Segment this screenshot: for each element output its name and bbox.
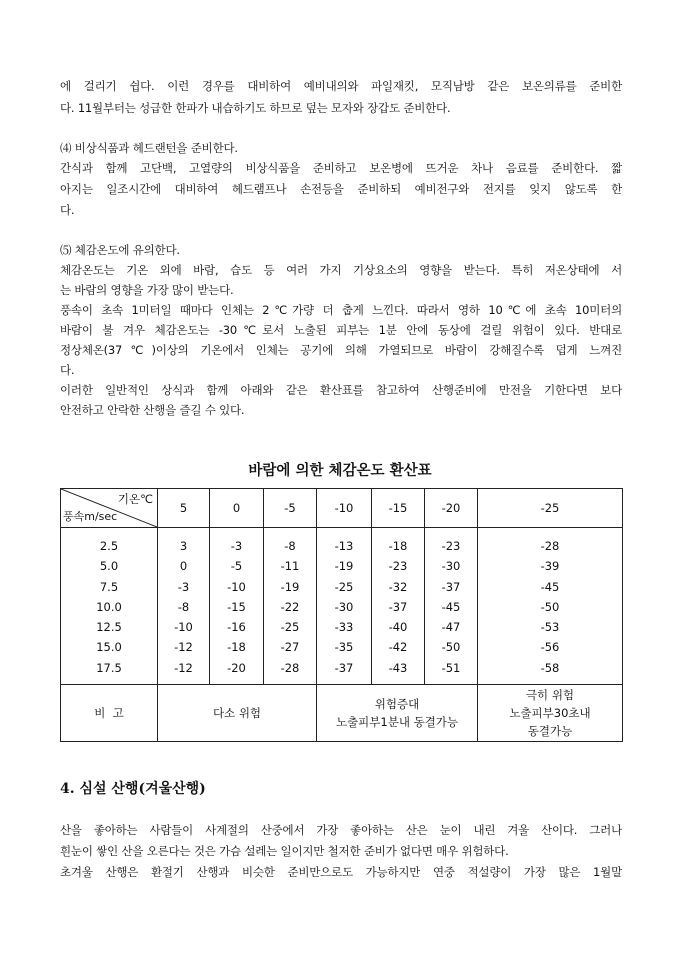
note-line: 극히 위험 [525,688,575,703]
note-line: 동결가능 [527,724,573,739]
text-line: 다. [60,203,75,217]
chill-value: -30 [334,599,354,614]
chill-value: 0 [179,559,188,574]
chill-value: -50 [540,599,560,614]
text-line: 바람이 불 겨우 체감온도는 -30℃로서 노출된 피부는 1분 안에 동상에 걸릴 위험이 있다. 반대로 [60,323,622,337]
chill-value: -23 [388,559,408,574]
chill-value: -33 [334,620,354,635]
chill-value: -28 [280,660,300,675]
value-column [158,528,210,685]
chill-value: -18 [388,539,408,553]
subheading: ⑷ 비상식품과 헤드랜턴을 준비한다. [60,141,238,155]
text-line: 정상체온(37℃)이상의 기온에서 인체는 공기에 의해 가열되므로 바람이 강해질수록 덥게 느껴진 [60,343,622,357]
chill-value: -51 [441,660,461,675]
temp-header: -10 [317,489,372,528]
chill-value: -27 [280,640,300,655]
note-high-risk [478,685,623,742]
wind-speed-column [61,528,158,685]
text-line: 에 걸리기 쉽다. 이런 경우를 대비하여 예비내의와 파일재킷, 모직남방 같은 보온의류를 준비한 [60,79,622,93]
speed-value: 7.5 [99,579,119,594]
temp-header: 5 [158,489,210,528]
note-line: 위험증대 [374,697,420,712]
chill-value: -23 [441,539,461,553]
note-line: 노출피부30초내 [509,706,591,721]
chill-value: -45 [540,579,560,594]
note-mid-risk [317,685,478,742]
chill-value: -16 [227,620,246,635]
note-line: 노출피부1분내 동결가능 [335,715,459,730]
chill-value: -3 [230,539,243,553]
value-column [425,528,478,685]
value-column [210,528,264,685]
chill-value: -12 [174,660,193,675]
value-column [317,528,372,685]
temp-header: -5 [264,489,317,528]
chill-value: -3 [177,579,190,594]
chill-value: -22 [280,599,300,614]
chill-value: -42 [388,640,408,655]
chill-value: -20 [227,660,246,675]
temp-header: -20 [425,489,478,528]
speed-value: 5.0 [99,559,119,574]
text-line: 초겨울 산행은 환절기 산행과 비슷한 준비만으로도 가능하지만 연중 적설량이 가장 많은 1월말 [60,865,622,879]
temp-header: 0 [210,489,264,528]
chill-value: -37 [441,579,461,594]
chill-value: -25 [334,579,354,594]
chill-value: -47 [441,620,461,635]
section-heading: 4. 심설 산행(겨울산행) [60,781,206,797]
chill-value: 3 [179,539,188,553]
chill-value: -37 [334,660,354,675]
chill-value: -35 [334,640,354,655]
table-note-row [61,685,623,742]
value-column [264,528,317,685]
chill-value: -19 [280,579,300,594]
chill-value: -45 [441,599,461,614]
table-data-row [61,528,623,685]
wind-chill-table [60,488,623,742]
chill-value: -53 [540,620,560,635]
text-line: 산을 좋아하는 사람들이 사계절의 산중에서 가장 좋아하는 산은 눈이 내린 겨울 산이다. 그러나 [60,823,622,837]
chill-value: -25 [280,620,300,635]
subheading: ⑸ 체감온도에 유의한다. [60,243,180,257]
text-line: 흰눈이 쌓인 산을 오른다는 것은 가슴 설레는 일이지만 철저한 준비가 없다면 매우 위험하다. [60,844,509,858]
text-line: 는 바람의 영향을 가장 많이 받는다. [60,283,234,297]
note-label: 비 고 [61,685,158,742]
temp-header: -25 [478,489,623,528]
chill-value: -5 [230,559,243,574]
chill-value: -43 [388,660,408,675]
wind-speed-axis-label: 풍속m/sec [63,510,118,523]
text-line: 다. [60,363,75,377]
temp-header: -15 [372,489,425,528]
text-line: 체감온도는 기온 외에 바람, 습도 등 여러 가지 기상요소의 영향을 받는다. 특히 저온상태에 서 [60,263,622,277]
text-line: 간식과 함께 고단백, 고열량의 비상식품을 준비하고 보온병에 뜨거운 차나 음료를 준비한다. 짧 [60,161,622,175]
chill-value: -19 [334,559,354,574]
temperature-axis-label: 기온℃ [117,492,153,506]
speed-value: 17.5 [96,660,122,675]
chill-value: -30 [441,559,461,574]
chill-value: -13 [334,539,354,553]
note-low-risk: 다소 위험 [158,685,317,742]
chill-value: -11 [280,559,300,574]
chill-value: -50 [441,640,461,655]
chill-value: -37 [388,599,408,614]
chill-value: -12 [174,640,193,655]
speed-value: 15.0 [96,640,122,655]
chill-value: -58 [540,660,560,675]
corner-header-cell [61,489,158,528]
value-column [372,528,425,685]
chill-value: -8 [177,599,190,614]
chill-value: -10 [227,579,246,594]
table-header-row [61,489,623,528]
text-line: 아지는 일조시간에 대비하여 헤드램프나 손전등을 준비하되 예비전구와 전지를 잊지 않도록 한 [60,182,622,196]
chill-value: -39 [540,559,560,574]
text-line: 이러한 일반적인 상식과 함께 아래와 같은 환산표를 참고하여 산행준비에 만전을 기한다면 보다 [60,383,622,397]
chill-value: -32 [388,579,408,594]
text-line: 다. 11월부터는 성급한 한파가 내습하기도 하므로 덮는 모자와 장갑도 준비한다. [60,101,451,115]
chill-value: -18 [227,640,246,655]
value-column [478,528,623,685]
chill-value: -28 [540,539,560,553]
chill-value: -40 [388,620,408,635]
speed-value: 10.0 [96,599,122,614]
chill-value: -15 [227,599,246,614]
speed-value: 2.5 [99,539,119,553]
chill-value: -56 [540,640,560,655]
chill-value: -10 [174,620,193,635]
chill-value: -8 [284,539,296,553]
table-title: 바람에 의한 체감온도 환산표 [248,462,432,479]
text-line: 풍속이 초속 1미터일 때마다 인체는 2℃가량 더 춥게 느낀다. 따라서 영하 10℃에 초속 10미터의 [60,303,622,317]
text-line: 안전하고 안락한 산행을 즐길 수 있다. [60,403,245,417]
speed-value: 12.5 [96,620,122,635]
